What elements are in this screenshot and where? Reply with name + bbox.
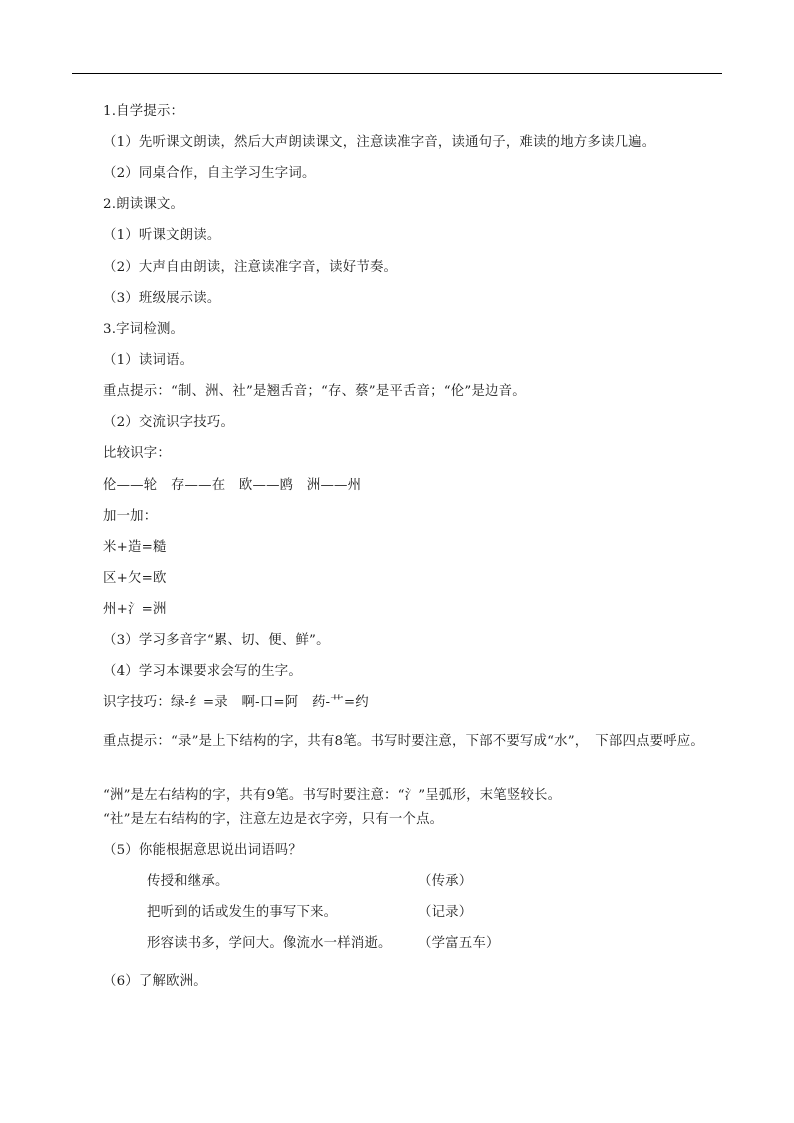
text-line: （2）大声自由朗读，注意读准字音，读好节奏。 <box>103 260 398 275</box>
meaning-answer: （学富五车） <box>418 936 500 951</box>
meaning-definition: 把听到的话或发生的事写下来。 <box>147 905 338 920</box>
header-rule <box>72 73 722 74</box>
text-line: （4）学习本课要求会写的生字。 <box>103 664 302 679</box>
recognition-tips: 识字技巧：绿-纟=录 啊-口=阿 药-艹=约 <box>103 695 369 710</box>
text-line: （2）同桌合作，自主学习生字词。 <box>103 166 316 181</box>
meaning-answer: （记录） <box>418 905 473 920</box>
key-tip-pronunciation: 重点提示：“制、洲、社”是翘舌音；“存、蔡”是平舌音；“伦”是边音。 <box>103 384 526 399</box>
text-line: （6）了解欧洲。 <box>103 974 207 989</box>
meaning-answer: （传承） <box>418 874 473 889</box>
text-line: （1）先听课文朗读，然后大声朗读课文，注意读准字音，读通句子，难读的地方多读几遍。 <box>103 135 656 150</box>
character-comparison: 伦——轮 存——在 欧——鸥 洲——州 <box>103 478 362 493</box>
text-line: “社”是左右结构的字，注意左边是衣字旁，只有一个点。 <box>103 812 444 827</box>
text-line: “洲”是左右结构的字，共有9笔。书写时要注意：“氵”呈弧形，末笔竖较长。 <box>103 788 562 803</box>
character-formula: 区+欠=欧 <box>103 571 167 586</box>
text-line: （1）听课文朗读。 <box>103 228 221 243</box>
meaning-definition: 传授和继承。 <box>147 874 229 889</box>
section-heading-3: 3.字词检测。 <box>103 322 185 337</box>
text-line: （5）你能根据意思说出词语吗？ <box>103 843 302 858</box>
section-heading-2: 2.朗读课文。 <box>103 197 185 212</box>
text-line: （3）班级展示读。 <box>103 291 221 306</box>
meaning-definition: 形容读书多，学问大。像流水一样消逝。 <box>147 936 392 951</box>
text-line: （1）读词语。 <box>103 353 194 368</box>
character-formula: 米+造=糙 <box>103 540 167 555</box>
character-formula: 州+氵=洲 <box>103 602 167 617</box>
key-tip-writing: 重点提示：“录”是上下结构的字，共有8笔。书写时要注意，下部不要写成“水”， 下部四点要呼应。 <box>103 734 705 749</box>
text-line: 比较识字： <box>103 446 171 461</box>
text-line: 加一加： <box>103 509 158 524</box>
section-heading-1: 1.自学提示： <box>103 104 185 119</box>
text-line: （3）学习多音字“累、切、便、鲜”。 <box>103 633 330 648</box>
text-line: （2）交流识字技巧。 <box>103 415 235 430</box>
